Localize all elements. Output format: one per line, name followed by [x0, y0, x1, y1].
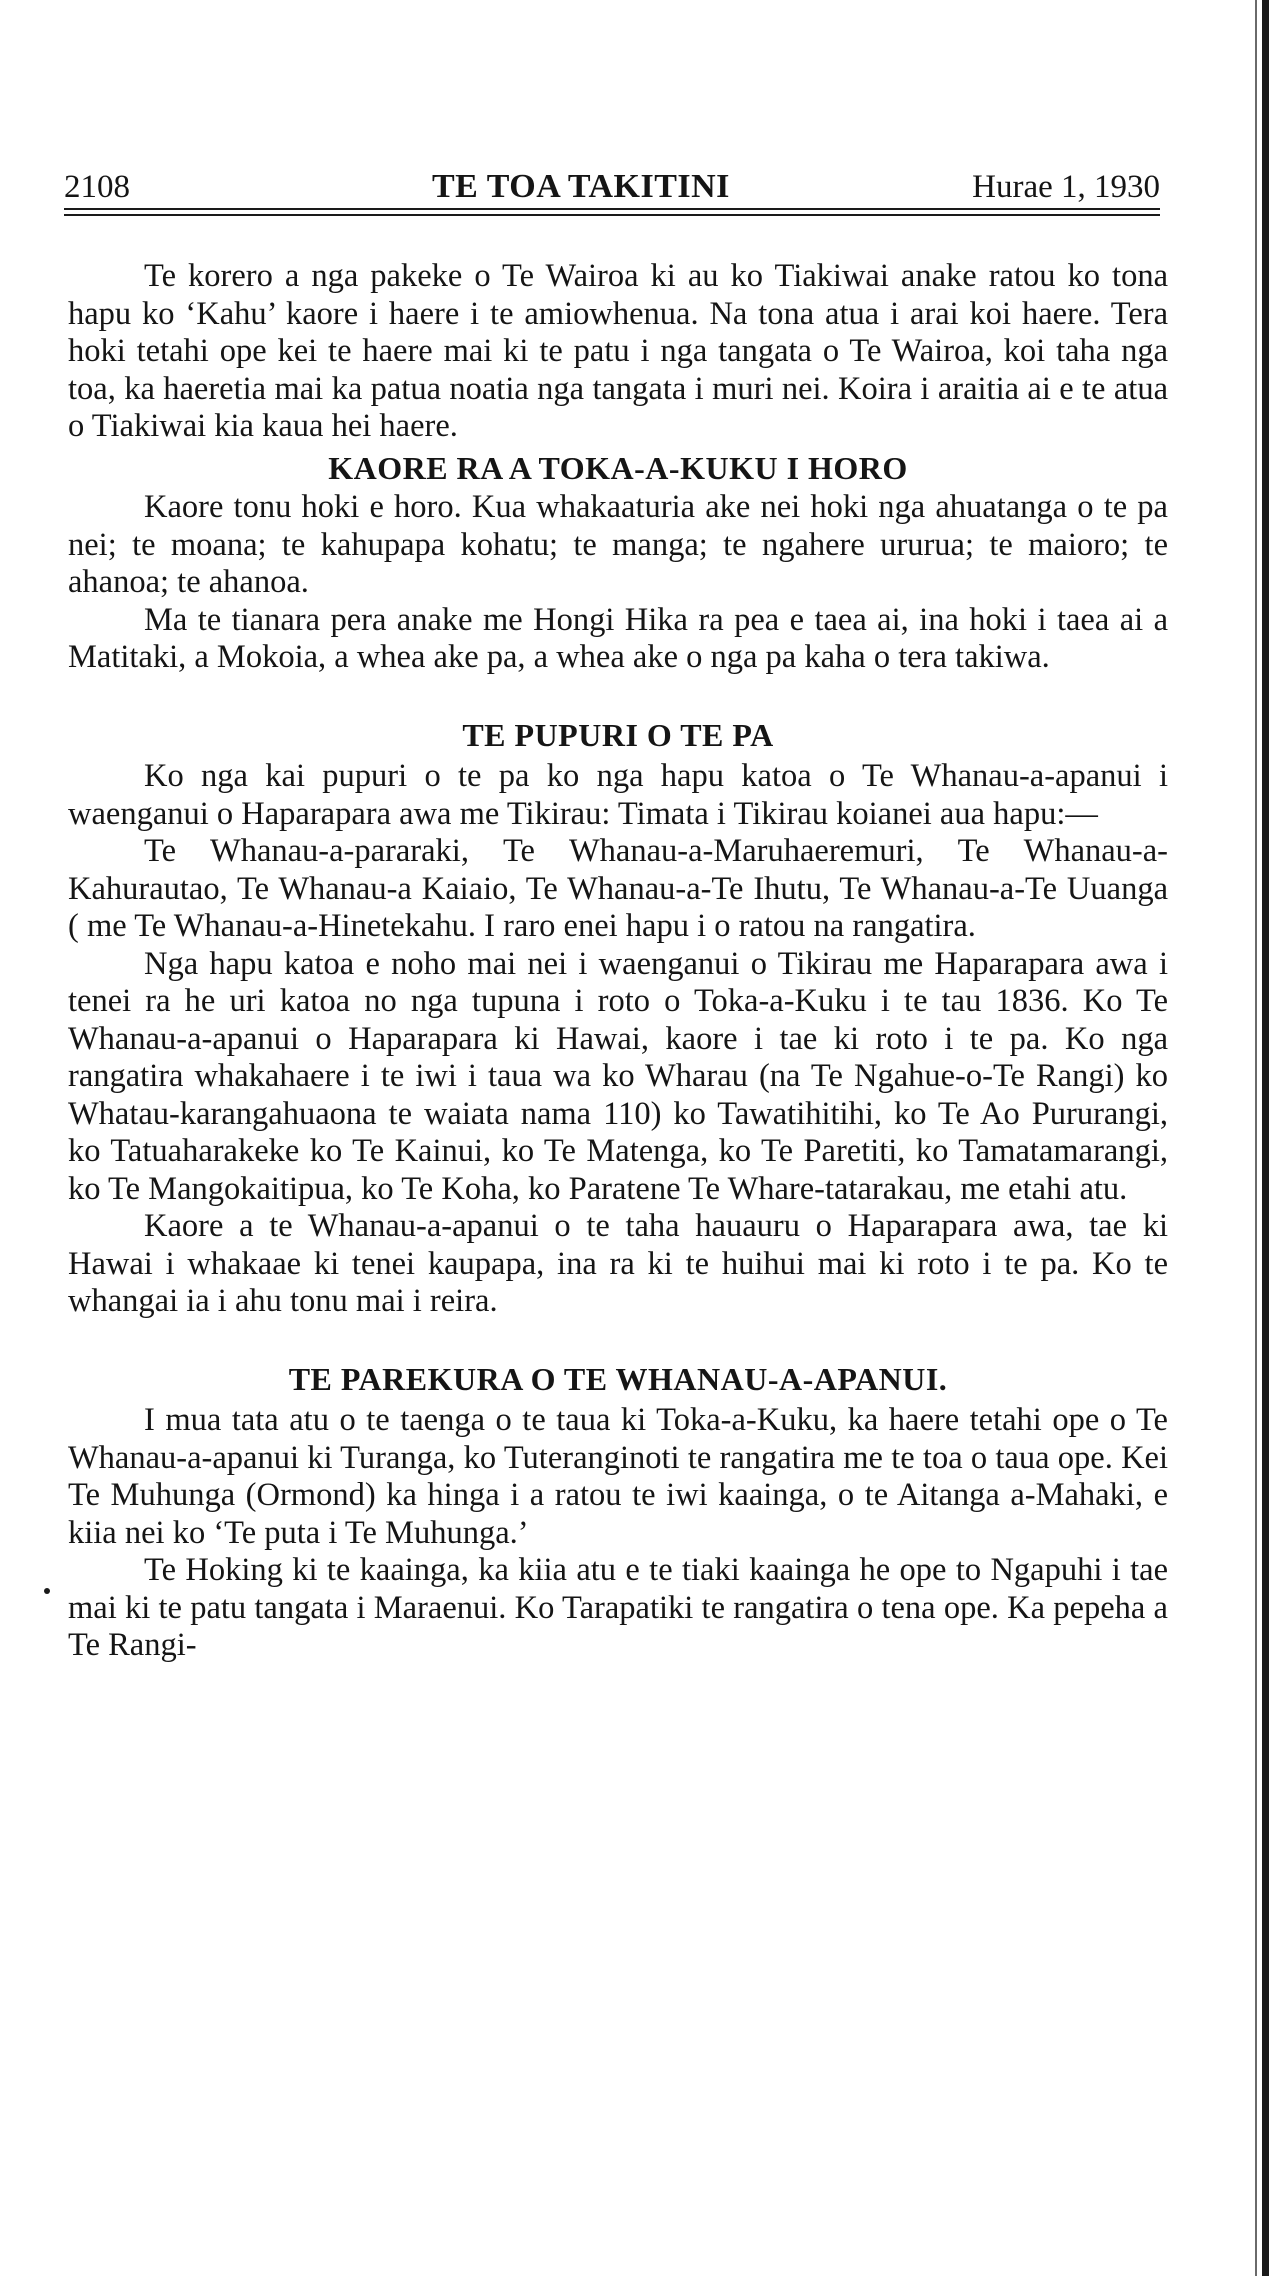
page-number: 2108: [64, 169, 130, 205]
parekura-paragraph-2: Te Hoking ki te kaainga, ka kiia atu e te tiaki kaainga he ope to Ngapuhi i tae mai ki te patu tangata i Maraenui. Ko Tarapatiki te rangatira o tena ope. Ka pepeha a Te Rangi-: [68, 1552, 1168, 1663]
section-heading-parekura: TE PAREKURA O TE WHANAU-A-APANUI.: [288, 1360, 948, 1397]
kaore-paragraph-2: Ma te tianara pera anake me Hongi Hika ra pea e taea ai, ina hoki i taea ai a Matitaki, a Mokoia, a whea ake pa, a whea ake o nga pa kaha o tera takiwa.: [68, 601, 1168, 675]
article-body: [68, 258, 1168, 1665]
header-rule-top: [64, 208, 1160, 210]
ink-speck: [44, 1588, 50, 1594]
page-header: [64, 168, 1160, 212]
pupuri-paragraph-2: Te Whanau-a-pararaki, Te Whanau-a-Maruhaeremuri, Te Whanau-a-Kahurautao, Te Whanau-a Kaiaio, Te Whanau-a-Te Ihutu, Te Whanau-a-Te Uuanga ( me Te Whanau-a-Hinetekahu. I raro enei hapu i o ratou na rangatira.: [68, 833, 1168, 944]
pupuri-paragraph-1: Ko nga kai pupuri o te pa ko nga hapu katoa o Te Whanau-a-apanui i waenganui o Haparapara awa me Tikirau: Timata i Tikirau koianei aua hapu:—: [68, 758, 1168, 832]
kaore-paragraph-1: Kaore tonu hoki e horo. Kua whakaaturia ake nei hoki nga ahuatanga o te pa nei; te moana; te kahupapa kohatu; te manga; te ngahere ururua; te maioro; te ahanoa; te ahanoa.: [68, 489, 1168, 600]
pupuri-paragraph-4: Kaore a te Whanau-a-apanui o te taha hauauru o Haparapara awa, tae ki Hawai i whakaae ki tenei kaupapa, ina ra ki te huihui mai ki roto i te pa. Ko te whangai ia i ahu tonu mai i reira.: [68, 1208, 1168, 1319]
section-heading-pupuri: TE PUPURI O TE PA: [462, 716, 774, 753]
page-edge-shadow: [1255, 0, 1257, 2276]
header-rule-bottom: [64, 214, 1160, 216]
section-heading-kaore: KAORE RA A TOKA-A-KUKU I HORO: [328, 449, 908, 486]
pupuri-paragraph-3: Nga hapu katoa e noho mai nei i waenganui o Tikirau me Haparapara awa i tenei ra he uri katoa no nga tupuna i roto o Toka-a-Kuku i te tau 1836. Ko Te Whanau-a-apanui o Haparapara ki Hawai, kaore i tae ki roto i te pa. Ko nga rangatira whakahaere i te iwi i taua wa ko Wharau (na Te Ngahue-o-Te Rangi) ko Whatau-karangahuaona te waiata nama 110) ko Tawatihitihi, ko Te Ao Pururangi, ko Tatuaharakeke ko Te Kainui, ko Te Matenga, ko Te Paretiti, ko Tamatamarangi, ko Te Mangokaitipua, ko Te Koha, ko Paratene Te Whare-tatarakau, me etahi atu.: [68, 945, 1168, 1207]
page-edge: [1262, 0, 1269, 2276]
intro-paragraph: Te korero a nga pakeke o Te Wairoa ki au ko Tiakiwai anake ratou ko tona hapu ko ‘Kahu’ kaore i haere i te amiowhenua. Na tona atua i arai koi haere. Tera hoki tetahi ope kei te haere mai ki te patu i nga tangata o Te Wairoa, koi taha nga toa, ka haeretia mai ka patua noatia nga tangata i muri nei. Koira i araitia ai e te atua o Tiakiwai kia kaua hei haere.: [68, 258, 1168, 444]
parekura-paragraph-1: I mua tata atu o te taenga o te taua ki Toka-a-Kuku, ka haere tetahi ope o Te Whanau-a-apanui ki Turanga, ko Tuteranginoti te rangatira me te toa o taua ope. Kei Te Muhunga (Ormond) ka hinga i a ratou te iwi kaainga, o te Aitanga a-Mahaki, e kiia nei ko ‘Te puta i Te Muhunga.’: [68, 1402, 1168, 1551]
issue-date: Hurae 1, 1930: [972, 169, 1160, 205]
publication-title: TE TOA TAKITINI: [432, 168, 730, 205]
